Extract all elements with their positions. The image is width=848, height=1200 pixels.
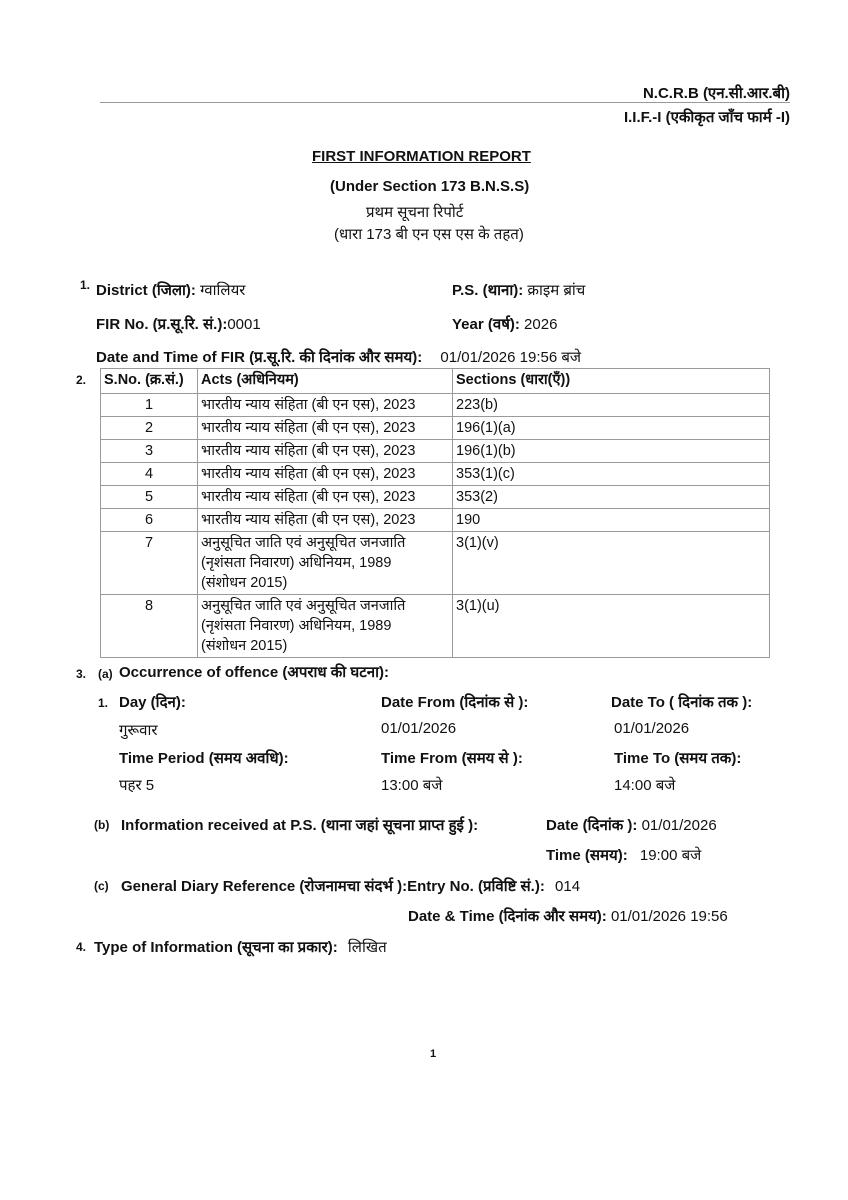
section-1-number: 1. bbox=[80, 278, 91, 292]
info-received-date-value: 01/01/2026 bbox=[641, 817, 717, 834]
cell-section: 3(1)(u) bbox=[453, 595, 770, 658]
report-under-section: (Under Section 173 B.N.S.S) bbox=[330, 178, 530, 195]
section-2-number: 2. bbox=[76, 373, 87, 387]
act-line: (नृशंसता निवारण) अधिनियम, 1989 bbox=[201, 555, 392, 571]
info-received-time-field bbox=[546, 845, 701, 865]
cell-section: 353(1)(c) bbox=[453, 463, 770, 486]
cell-act bbox=[198, 463, 453, 486]
time-to-value: 14:00 बजे bbox=[614, 777, 676, 794]
cell-sno: 1 bbox=[101, 394, 198, 417]
year-value: 2026 bbox=[524, 316, 558, 333]
info-received-date-field bbox=[546, 815, 717, 835]
cell-act bbox=[198, 440, 453, 463]
cell-sno: 6 bbox=[101, 509, 198, 532]
gd-entry-value: 014 bbox=[555, 878, 581, 895]
table-row bbox=[101, 417, 770, 440]
date-to-value: 01/01/2026 bbox=[614, 720, 690, 737]
table-row bbox=[101, 595, 770, 658]
acts-table-header bbox=[101, 369, 770, 394]
table-row bbox=[101, 509, 770, 532]
section-4-number: 4. bbox=[76, 940, 87, 954]
fir-datetime-label: Date and Time of FIR (प्र.सू.रि. की दिनांक और समय): bbox=[96, 349, 423, 366]
ncrb-header: N.C.R.B (एन.सी.आर.बी) bbox=[642, 85, 790, 102]
cell-act bbox=[198, 509, 453, 532]
cell-sno: 8 bbox=[101, 595, 198, 658]
act-line: भारतीय न्याय संहिता (बी एन एस), 2023 bbox=[201, 466, 416, 482]
act-line: अनुसूचित जाति एवं अनुसूचित जनजाति bbox=[201, 535, 406, 551]
fir-datetime-value: 01/01/2026 19:56 बजे bbox=[440, 349, 582, 366]
acts-table-body bbox=[101, 394, 770, 658]
table-row bbox=[101, 486, 770, 509]
cell-sno: 2 bbox=[101, 417, 198, 440]
cell-act bbox=[198, 417, 453, 440]
cell-section: 3(1)(v) bbox=[453, 532, 770, 595]
table-row bbox=[101, 463, 770, 486]
act-line: भारतीय न्याय संहिता (बी एन एस), 2023 bbox=[201, 397, 416, 413]
info-received-label: Information received at P.S. (थाना जहां सूचना प्राप्त हुई ): bbox=[121, 817, 479, 834]
year-field bbox=[452, 314, 557, 334]
cell-act bbox=[198, 394, 453, 417]
gd-datetime-field bbox=[408, 906, 728, 926]
cell-sno: 7 bbox=[101, 532, 198, 595]
report-title-hindi: प्रथम सूचना रिपोर्ट bbox=[366, 204, 464, 221]
report-title: FIRST INFORMATION REPORT bbox=[312, 148, 531, 165]
act-line: अनुसूचित जाति एवं अनुसूचित जनजाति bbox=[201, 598, 406, 614]
date-from-label: Date From (दिनांक से ): bbox=[381, 694, 529, 711]
day-label: Day (दिन): bbox=[119, 694, 186, 711]
cell-act bbox=[198, 532, 453, 595]
cell-section: 190 bbox=[453, 509, 770, 532]
fir-number-field bbox=[96, 314, 261, 334]
column-header-sno: S.No. (क्र.सं.) bbox=[101, 369, 198, 394]
time-to-label: Time To (समय तक): bbox=[614, 750, 742, 767]
ps-label: P.S. (थाना): bbox=[452, 282, 524, 299]
ps-field bbox=[452, 280, 585, 300]
info-received-time-value: 19:00 बजे bbox=[639, 847, 702, 864]
info-received-time-label: Time (समय): bbox=[546, 847, 628, 864]
info-type-label: Type of Information (सूचना का प्रकार): bbox=[94, 939, 338, 956]
section-3-number: 3. bbox=[76, 667, 87, 681]
cell-section: 353(2) bbox=[453, 486, 770, 509]
cell-act bbox=[198, 486, 453, 509]
time-from-value: 13:00 बजे bbox=[381, 777, 443, 794]
cell-sno: 3 bbox=[101, 440, 198, 463]
cell-sno: 5 bbox=[101, 486, 198, 509]
act-line: (संशोधन 2015) bbox=[201, 638, 288, 654]
act-line: भारतीय न्याय संहिता (बी एन एस), 2023 bbox=[201, 443, 416, 459]
time-from-label: Time From (समय से ): bbox=[381, 750, 523, 767]
column-header-acts: Acts (अधिनियम) bbox=[198, 369, 453, 394]
year-label: Year (वर्ष): bbox=[452, 316, 520, 333]
cell-sno: 4 bbox=[101, 463, 198, 486]
ps-value: क्राइम ब्रांच bbox=[527, 282, 586, 299]
cell-section: 196(1)(a) bbox=[453, 417, 770, 440]
fir-label: FIR No. (प्र.सू.रि. सं.): bbox=[96, 316, 228, 333]
gd-reference-marker: (c) bbox=[94, 879, 109, 893]
fir-value: 0001 bbox=[227, 316, 261, 333]
act-line: भारतीय न्याय संहिता (बी एन एस), 2023 bbox=[201, 420, 416, 436]
district-value: ग्वालियर bbox=[200, 282, 246, 299]
day-value: गुरूवार bbox=[119, 722, 158, 739]
page-number: 1 bbox=[430, 1048, 437, 1060]
table-row bbox=[101, 532, 770, 595]
cell-act bbox=[198, 595, 453, 658]
gd-reference-label: General Diary Reference (रोजनामचा संदर्भ ):Entry No. (प्रविष्टि सं.): bbox=[121, 878, 545, 895]
info-type-value: लिखित bbox=[347, 939, 387, 956]
gd-reference-field bbox=[121, 876, 580, 896]
header-divider bbox=[100, 102, 790, 103]
occurrence-heading: Occurrence of offence (अपराध की घटना): bbox=[119, 664, 389, 681]
cell-section: 223(b) bbox=[453, 394, 770, 417]
table-row bbox=[101, 440, 770, 463]
time-period-value: पहर 5 bbox=[119, 777, 155, 794]
column-header-sections: Sections (धारा(एँ)) bbox=[453, 369, 770, 394]
gd-datetime-value: 01/01/2026 19:56 bbox=[610, 908, 728, 925]
date-to-label: Date To ( दिनांक तक ): bbox=[611, 694, 753, 711]
occurrence-marker: (a) bbox=[98, 667, 113, 681]
table-row bbox=[101, 394, 770, 417]
district-field bbox=[96, 280, 245, 300]
info-received-date-label: Date (दिनांक ): bbox=[546, 817, 638, 834]
report-section-hindi: (धारा 173 बी एन एस एस के तहत) bbox=[334, 226, 524, 243]
date-from-value: 01/01/2026 bbox=[381, 720, 457, 737]
fir-datetime-field bbox=[96, 347, 581, 367]
cell-section: 196(1)(b) bbox=[453, 440, 770, 463]
act-line: भारतीय न्याय संहिता (बी एन एस), 2023 bbox=[201, 489, 416, 505]
info-type-field bbox=[94, 937, 387, 957]
district-label: District (जिला): bbox=[96, 282, 196, 299]
acts-table bbox=[100, 368, 770, 658]
gd-datetime-label: Date & Time (दिनांक और समय): bbox=[408, 908, 607, 925]
act-line: (संशोधन 2015) bbox=[201, 575, 288, 591]
iif-header: I.I.F.-I (एकीकृत जाँच फार्म -I) bbox=[623, 109, 790, 126]
info-received-marker: (b) bbox=[94, 818, 110, 832]
act-line: भारतीय न्याय संहिता (बी एन एस), 2023 bbox=[201, 512, 416, 528]
act-line: (नृशंसता निवारण) अधिनियम, 1989 bbox=[201, 618, 392, 634]
time-period-label: Time Period (समय अवधि): bbox=[119, 750, 289, 767]
occurrence-sub-number: 1. bbox=[98, 696, 109, 710]
